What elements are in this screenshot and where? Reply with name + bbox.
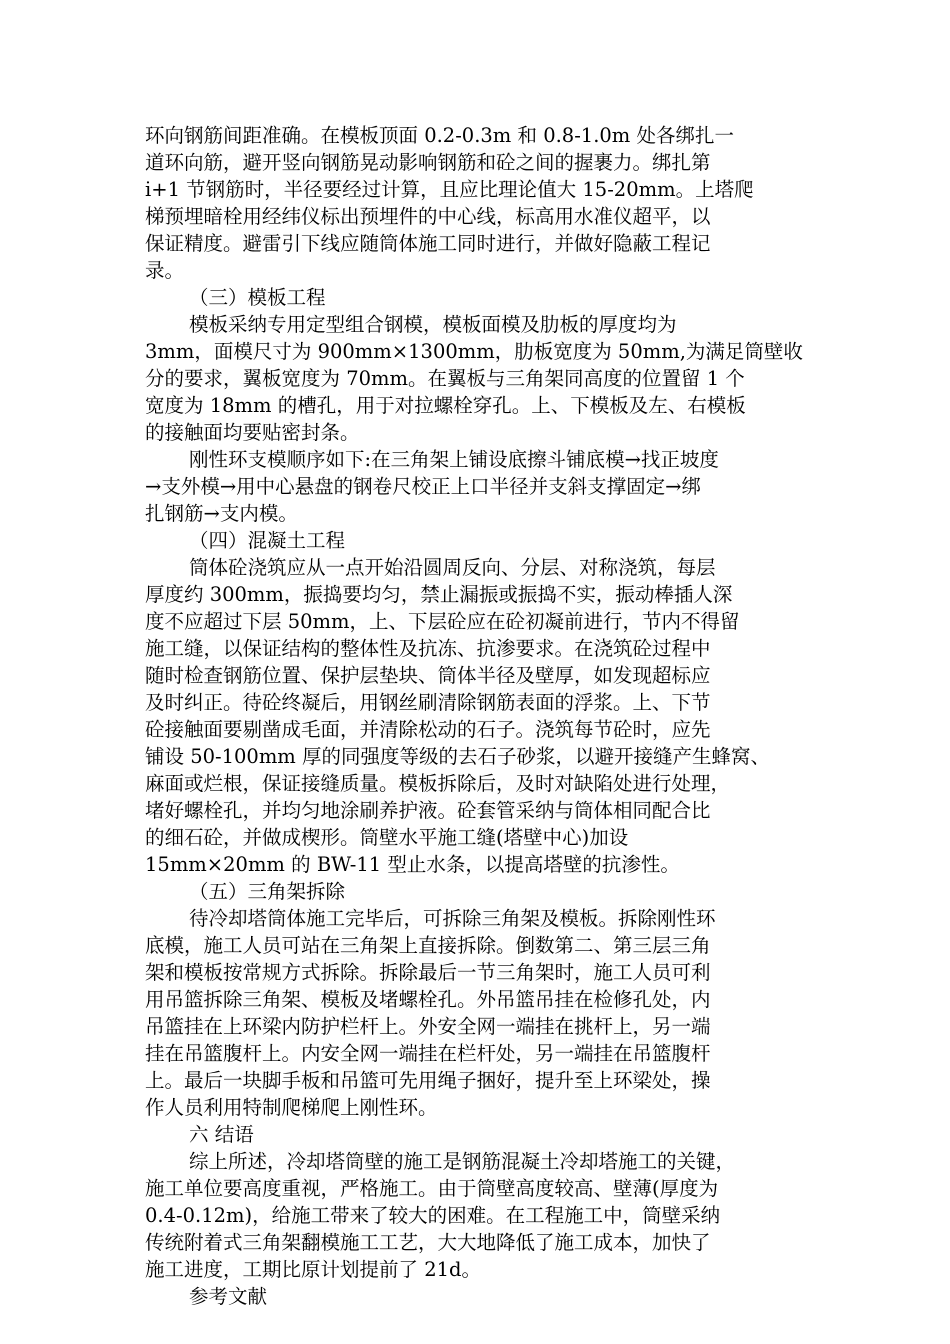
text-line: 的细石砼，并做成楔形。筒壁水平施工缝(塔壁中心)加设	[145, 826, 629, 849]
text-line: 环向钢筋间距准确。在模板顶面 0.2-0.3m 和 0.8-1.0m 处各绑扎一	[145, 124, 734, 147]
text-line: 及时纠正。待砼终凝后，用钢丝刷清除钢筋表面的浮浆。上、下节	[145, 691, 711, 714]
text-line: 铺设 50-100mm 厚的同强度等级的去石子砂浆，以避开接缝产生蜂窝、	[145, 745, 771, 768]
text-line: 随时检查钢筋位置、保护层垫块、筒体半径及壁厚，如发现超标应	[145, 664, 711, 687]
text-line: 度不应超过下层 50mm，上、下层砼应在砼初凝前进行，节内不得留	[145, 610, 740, 633]
text-line: 分的要求，翼板宽度为 70mm。在翼板与三角架同高度的位置留 1 个	[145, 367, 745, 390]
text-line: 上。最后一块脚手板和吊篮可先用绳子捆好，提升至上环梁处，操	[145, 1069, 711, 1092]
text-line: 宽度为 18mm 的槽孔，用于对拉螺栓穿孔。上、下模板及左、右模板	[145, 394, 746, 417]
text-line: 施工缝，以保证结构的整体性及抗冻、抗渗要求。在浇筑砼过程中	[145, 637, 711, 660]
text-line: 道环向筋，避开竖向钢筋晃动影响钢筋和砼之间的握裹力。绑扎第	[145, 151, 711, 174]
text-line: 砼接触面要剔凿成毛面，并清除松动的石子。浇筑每节砼时，应先	[145, 718, 711, 741]
text-line: 堵好螺栓孔，并均匀地涂刷养护液。砼套管采纳与筒体相同配合比	[145, 799, 711, 822]
text-line: 刚性环支模顺序如下:在三角架上铺设底擦斗铺底模→找正坡度	[189, 448, 719, 471]
text-line: 挂在吊篮腹杆上。内安全网一端挂在栏杆处，另一端挂在吊篮腹杆	[145, 1042, 711, 1065]
text-line: 综上所述，冷却塔筒壁的施工是钢筋混凝土冷却塔施工的关键，	[189, 1150, 736, 1173]
text-line: 筒体砼浇筑应从一点开始沿圆周反向、分层、对称浇筑，每层	[189, 556, 716, 579]
text-line: 麻面或烂根，保证接缝质量。模板拆除后，及时对缺陷处进行处理，	[145, 772, 731, 795]
text-line: 施工进度，工期比原计划提前了 21d。	[145, 1258, 481, 1281]
text-line: 吊篮挂在上环梁内防护栏杆上。外安全网一端挂在挑杆上，另一端	[145, 1015, 711, 1038]
text-line: 待冷却塔筒体施工完毕后，可拆除三角架及模板。拆除刚性环	[189, 907, 716, 930]
text-line: 扎钢筋→支内模。	[145, 502, 298, 525]
section-heading: （五）三角架拆除	[189, 880, 346, 903]
section-heading: （三）模板工程	[189, 286, 326, 309]
text-line: →支外模→用中心悬盘的钢卷尺校正上口半径并支斜支撑固定→绑	[145, 475, 702, 498]
text-line: 模板采纳专用定型组合钢模，模板面模及肋板的厚度均为	[189, 313, 677, 336]
text-line: 施工单位要高度重视，严格施工。由于筒壁高度较高、壁薄(厚度为	[145, 1177, 719, 1200]
text-line: 梯预埋暗栓用经纬仪标出预埋件的中心线，标高用水准仪超平，以	[145, 205, 711, 228]
section-heading: 参考文献	[189, 1285, 268, 1308]
text-line: 的接触面均要贴密封条。	[145, 421, 360, 444]
text-line: 架和模板按常规方式拆除。拆除最后一节三角架时，施工人员可利	[145, 961, 711, 984]
text-line: 作人员利用特制爬梯爬上刚性环。	[145, 1096, 438, 1119]
text-line: i+1 节钢筋时，半径要经过计算，且应比理论值大 15-20mm。上塔爬	[145, 178, 754, 201]
text-line: 0.4-0.12m)，给施工带来了较大的困难。在工程施工中，筒壁采纳	[145, 1204, 721, 1227]
document-body	[145, 122, 825, 1310]
section-heading: 六 结语	[189, 1123, 254, 1146]
text-line: 传统附着式三角架翻模施工工艺，大大地降低了施工成本，加快了	[145, 1231, 711, 1254]
text-line: 3mm，面模尺寸为 900mm×1300mm，肋板宽度为 50mm,为满足筒壁收	[145, 340, 803, 363]
text-line: 用吊篮拆除三角架、模板及堵螺栓孔。外吊篮吊挂在检修孔处，内	[145, 988, 711, 1011]
text-line: 厚度约 300mm，振捣要均匀，禁止漏振或振捣不实，振动棒插人深	[145, 583, 733, 606]
text-line: 底模，施工人员可站在三角架上直接拆除。倒数第二、第三层三角	[145, 934, 711, 957]
text-line: 保证精度。避雷引下线应随筒体施工同时进行，并做好隐蔽工程记	[145, 232, 711, 255]
text-line: 15mm×20mm 的 BW-11 型止水条，以提高塔壁的抗渗性。	[145, 853, 680, 876]
section-heading: （四）混凝土工程	[189, 529, 346, 552]
text-line: 录。	[145, 259, 185, 282]
